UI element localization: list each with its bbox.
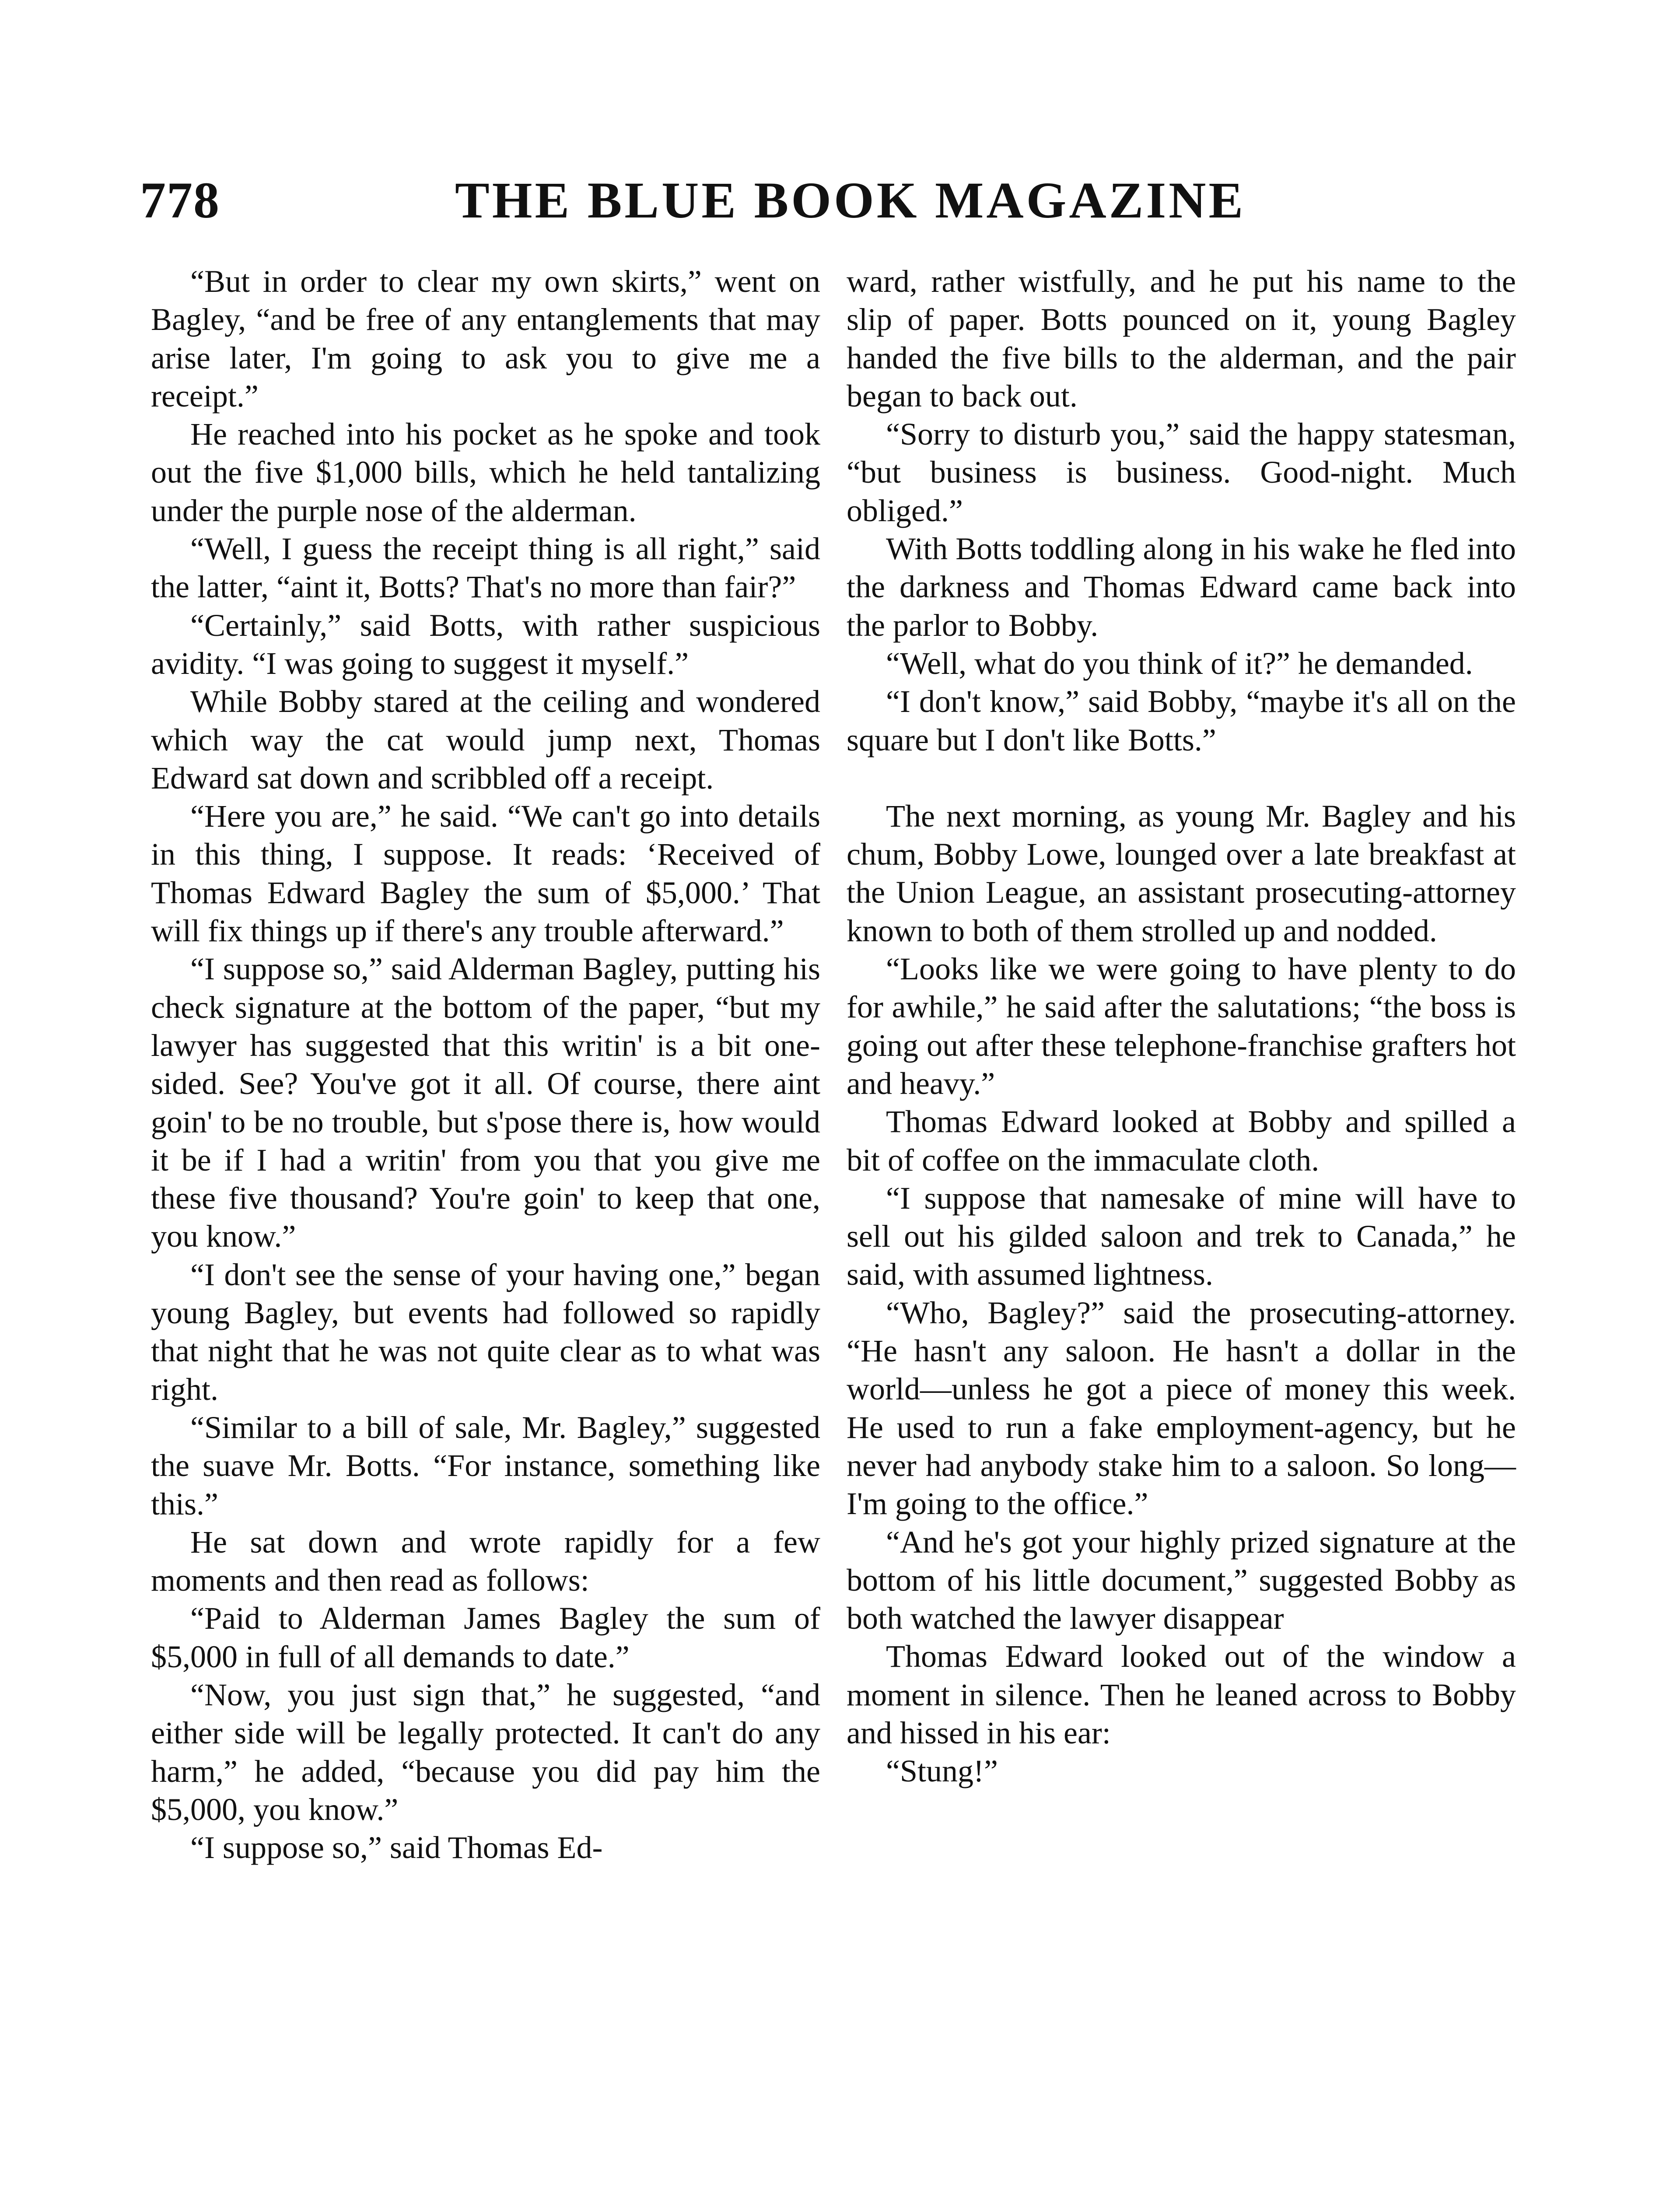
paragraph: “Sorry to disturb you,” said the happy statesman, “but business is business. Good-night. Much obliged.” [847,417,1516,528]
paragraph: “Here you are,” he said. “We can't go into details in this thing, I suppose. It reads: ‘Received of Thomas Edward Bagley the sum of $5,000.’ That will fix things up if there's any trouble afterward.” [151,799,820,949]
paragraph: “Similar to a bill of sale, Mr. Bagley,” suggested the suave Mr. Botts. “For instance, something like this.” [151,1410,820,1522]
paragraph: Thomas Edward looked out of the window a moment in silence. Then he leaned across to Bobby and hissed in his ear: [847,1639,1516,1750]
paragraph: “And he's got your highly prized signature at the bottom of his little document,” suggested Bobby as both watched the lawyer disappear [847,1524,1516,1636]
page-header [140,171,1549,241]
paragraph: “Well, I guess the receipt thing is all right,” said the latter, “aint it, Botts? That's no more than fair?” [151,531,820,605]
page-number: 778 [140,172,220,229]
paragraph: “Paid to Alderman James Bagley the sum of $5,000 in full of all demands to date.” [151,1601,820,1674]
paragraph: Thomas Edward looked at Bobby and spilled a bit of coffee on the immaculate cloth. [847,1104,1516,1178]
paragraph: “Now, you just sign that,” he suggested, “and either side will be legally protected. It can't do any harm,” he added, “because you did pay him the $5,000, you know.” [151,1677,820,1827]
magazine-title: THE BLUE BOOK MAGAZINE [455,172,1246,229]
paragraph: “I don't see the sense of your having one,” began young Bagley, but events had followed so rapidly that night that he was not quite clear as to what was right. [151,1257,820,1407]
paragraph: “Looks like we were going to have plenty to do for awhile,” he said after the salutations; “the boss is going out after these telephone-franchise grafters hot and heavy.” [847,951,1516,1101]
paragraph: “Stung!” [886,1753,998,1789]
left-column [151,263,820,1867]
section-break [847,759,1516,797]
paragraph: He reached into his pocket as he spoke and took out the five $1,000 bills, which he held tantalizing under the purple nose of the alderman. [151,417,820,528]
paragraph: With Botts toddling along in his wake he fled into the darkness and Thomas Edward came back into the parlor to Bobby. [847,531,1516,643]
paragraph: “Well, what do you think of it?” he demanded. [886,645,1473,681]
paragraph: While Bobby stared at the ceiling and wondered which way the cat would jump next, Thomas Edward sat down and scribbled off a receipt. [151,684,820,796]
paragraph: “I suppose that namesake of mine will have to sell out his gilded saloon and trek to Canada,” he said, with assumed lightness. [847,1180,1516,1292]
paragraph: The next morning, as young Mr. Bagley and his chum, Bobby Lowe, lounged over a late breakfast at the Union League, an assistant prosecuting-attorney known to both of them strolled up and nodded. [847,798,1516,948]
paragraph: “Certainly,” said Botts, with rather suspicious avidity. “I was going to suggest it myself.” [151,607,820,681]
paragraph: “I suppose so,” said Alderman Bagley, putting his check signature at the bottom of the paper, “but my lawyer has suggested that this writin' is a bit one-sided. See? You've got it all. Of course, there aint goin' to be no trouble, but s'pose there is, how would it be if I had a writin' from you that you give me these five thousand? You're goin' to keep that one, you know.” [151,951,820,1254]
right-column [847,263,1516,1791]
paragraph: “But in order to clear my own skirts,” went on Bagley, “and be free of any entanglements that may arise later, I'm going to ask you to give me a receipt.” [151,264,820,414]
paragraph: He sat down and wrote rapidly for a few moments and then read as follows: [151,1524,820,1598]
paragraph: ward, rather wistfully, and he put his name to the slip of paper. Botts pounced on it, young Bagley handed the five bills to the alderman, and the pair began to back out. [847,264,1516,414]
paragraph: “I suppose so,” said Thomas Ed- [190,1830,603,1865]
paragraph: “Who, Bagley?” said the prosecuting-attorney. “He hasn't any saloon. He hasn't a dollar in the world—unless he got a piece of money this week. He used to run a fake employment-agency, but he never had anybody stake him to a saloon. So long—I'm going to the office.” [847,1295,1516,1522]
paragraph: “I don't know,” said Bobby, “maybe it's all on the square but I don't like Botts.” [847,684,1516,757]
